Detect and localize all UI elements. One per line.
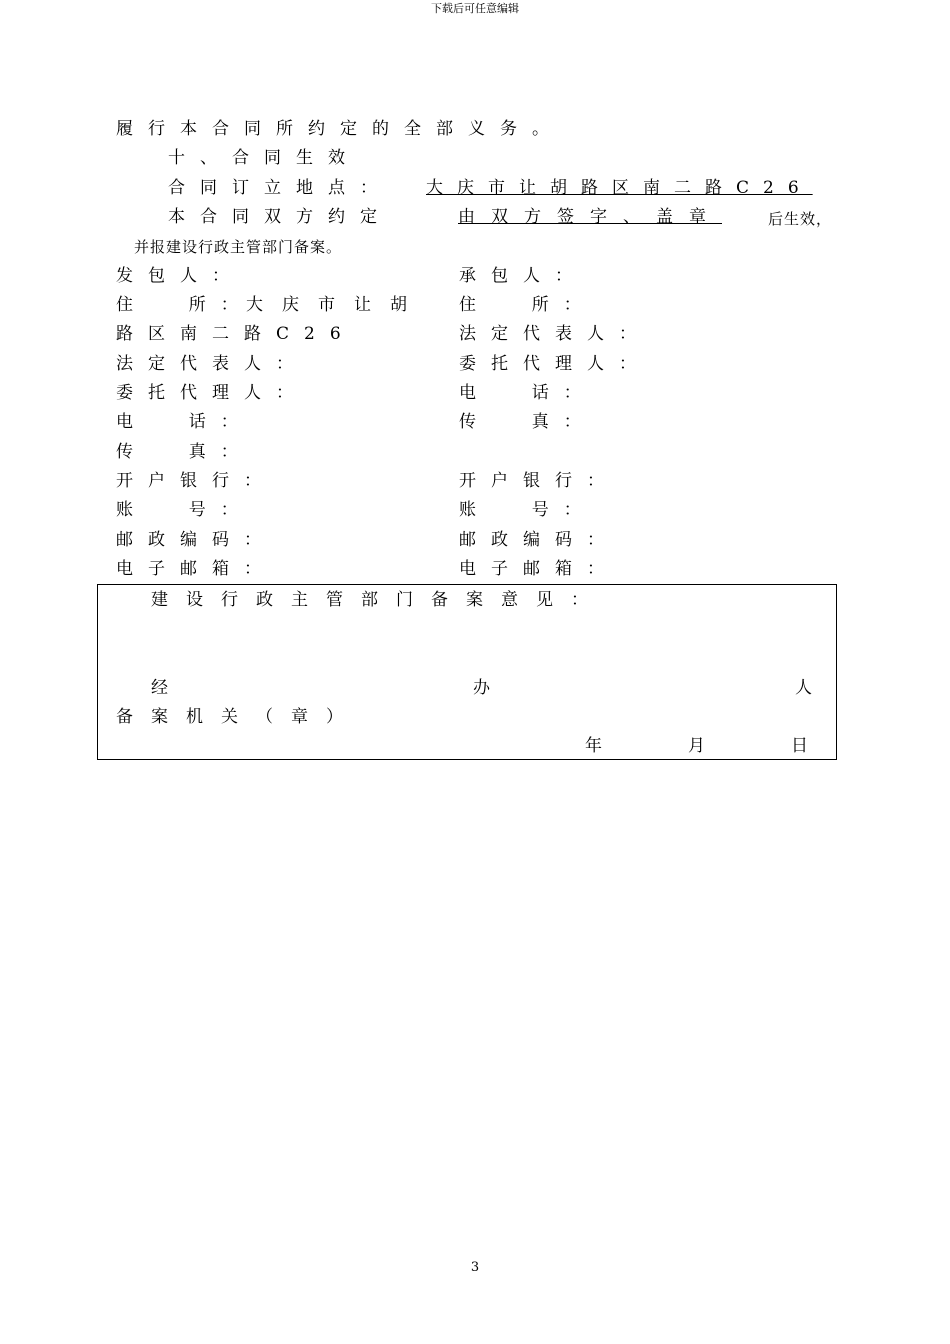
employer-label: 发包人： (116, 266, 244, 286)
filing-authority-label: 备案机关（章） (116, 707, 361, 727)
filing-opinion-label: 建设行政主管部门备案意见： (151, 590, 606, 610)
employer-postcode: 邮政编码： (116, 530, 276, 550)
date-month: 月 (688, 736, 705, 756)
page-header: 下载后可任意编辑 (431, 2, 519, 15)
date-day: 日 (791, 736, 808, 756)
employer-address-cont: 路区南二路C26 (116, 324, 356, 344)
employer-account: 账 号： (116, 500, 253, 520)
handler-char-2: 办 (473, 678, 505, 698)
handler-char-1: 经 (151, 678, 183, 698)
employer-email: 电子邮箱： (116, 559, 276, 579)
employer-address-label: 住 所： (116, 295, 253, 315)
contractor-bank: 开户银行： (459, 471, 619, 491)
contractor-account: 账 号： (459, 500, 596, 520)
date-year: 年 (585, 736, 602, 756)
contractor-label: 承包人： (459, 266, 587, 286)
agree-value: 由双方签字、盖章 (458, 207, 722, 227)
filing-line: 并报建设行政主管部门备案。 (134, 238, 343, 256)
obligation-line: 履行本合同所约定的全部义务。 (116, 119, 564, 139)
contractor-legal-rep: 法定代表人： (459, 324, 651, 344)
employer-address-value: 大庆市让胡 (246, 295, 426, 315)
agree-label: 本合同双方约定 (168, 207, 392, 227)
employer-fax: 传 真： (116, 442, 253, 462)
contractor-phone: 电 话： (459, 383, 596, 403)
place-label: 合同订立地点： (168, 178, 392, 198)
contractor-fax: 传 真： (459, 412, 596, 432)
employer-agent: 委托代理人： (116, 383, 308, 403)
section-title: 十、合同生效 (168, 148, 360, 168)
page-number: 3 (470, 1260, 480, 1275)
contractor-email: 电子邮箱： (459, 559, 619, 579)
contractor-agent: 委托代理人： (459, 354, 651, 374)
place-value: 大庆市让胡路区南二路C26 (426, 178, 813, 198)
contractor-postcode: 邮政编码： (459, 530, 619, 550)
handler-char-3: 人 (795, 678, 812, 698)
contractor-address-label: 住 所： (459, 295, 596, 315)
employer-legal-rep: 法定代表人： (116, 354, 308, 374)
employer-phone: 电 话： (116, 412, 253, 432)
agree-suffix: 后生效， (768, 210, 833, 228)
employer-bank: 开户银行： (116, 471, 276, 491)
